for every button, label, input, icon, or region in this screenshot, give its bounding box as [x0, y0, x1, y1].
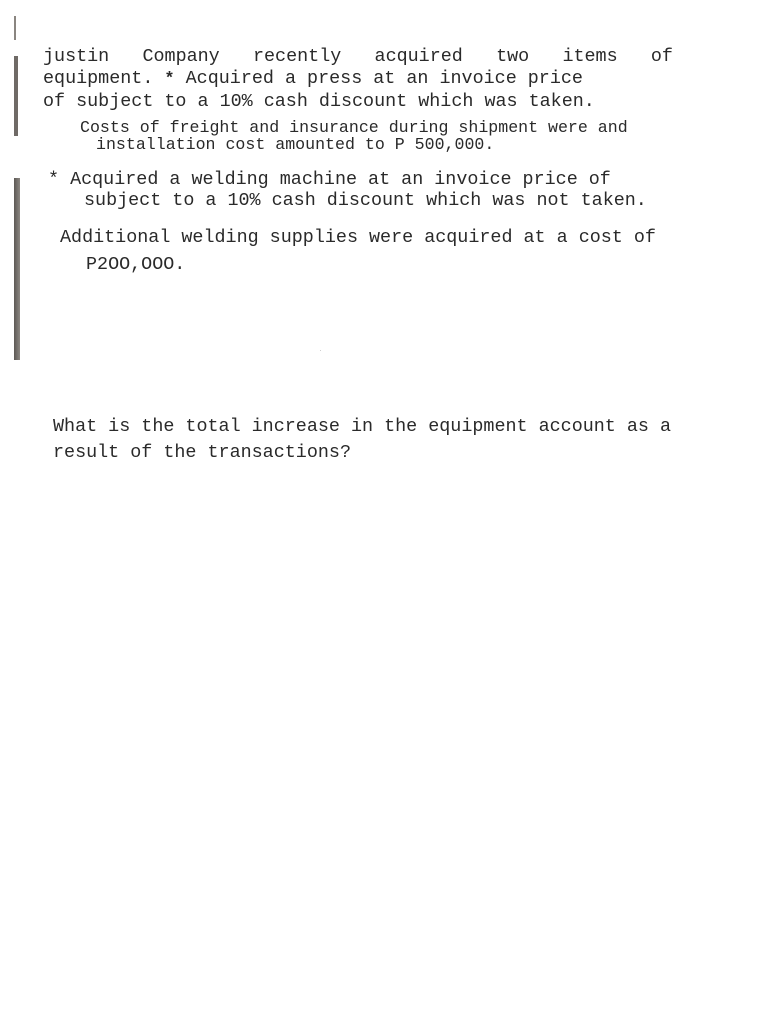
question-line-1: What is the total increase in the equipment account as a — [53, 416, 672, 437]
intro-word: Company — [142, 46, 220, 67]
margin-bar-middle — [14, 178, 20, 360]
margin-tick-mark — [14, 16, 16, 40]
margin-bar-top — [14, 56, 18, 136]
intro-word: of — [650, 46, 673, 67]
intro-word: items — [562, 46, 618, 67]
intro-line-2-end: Acquired a press at an invoice price — [174, 68, 583, 89]
welding-line-1: * Acquired a welding machine at an invoice price of — [48, 169, 611, 190]
intro-line-1 — [43, 48, 673, 66]
costs-line-2: installation cost amounted to P 500,000. — [96, 135, 495, 154]
intro-word: acquired — [374, 46, 463, 67]
intro-line-2-start: equipment. — [43, 68, 165, 89]
bullet-star-icon: * — [164, 70, 175, 89]
intro-word: justin — [43, 46, 110, 67]
supplies-line-2: P2OO,OOO. — [86, 254, 186, 275]
supplies-line-1: Additional welding supplies were acquired at a cost of — [60, 227, 656, 248]
costs-line-1: Costs of freight and insurance during shipment were and — [80, 118, 628, 137]
intro-line-3: of subject to a 10% cash discount which was taken. — [43, 91, 595, 112]
intro-word: two — [496, 46, 530, 67]
question-line-2: result of the transactions? — [53, 442, 351, 463]
intro-word: recently — [252, 46, 342, 67]
scan-speck — [320, 350, 321, 351]
intro-line-2 — [43, 70, 583, 88]
welding-line-2: subject to a 10% cash discount which was not taken. — [84, 190, 647, 211]
